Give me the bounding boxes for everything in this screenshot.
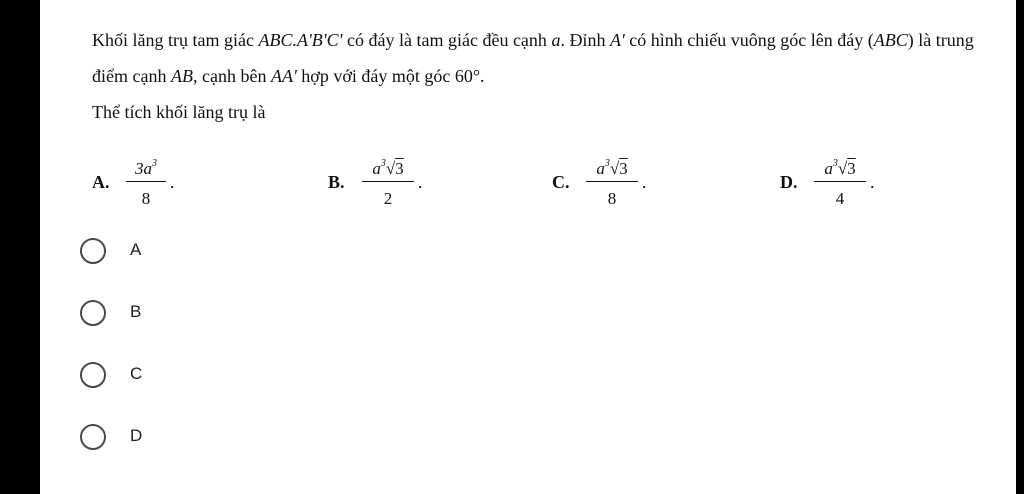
radio-button-d[interactable]	[80, 424, 106, 450]
question-part: ) là trung điểm cạnh	[92, 30, 974, 86]
num-exponent: 3	[380, 158, 386, 169]
sqrt-symbol: √3	[385, 159, 404, 178]
fraction-denominator: 2	[383, 189, 393, 208]
option-letter: C.	[552, 172, 570, 192]
sqrt-radicand: 3	[619, 159, 628, 178]
question-card	[40, 0, 1016, 494]
radio-button-a[interactable]	[80, 238, 106, 264]
option-period: .	[642, 172, 647, 192]
option-letter: A.	[92, 172, 110, 192]
left-black-border	[0, 0, 40, 494]
math-edge: AB	[170, 66, 193, 86]
option-fraction	[586, 150, 638, 213]
question-part: .	[480, 66, 485, 86]
math-lateral-edge: AA'	[270, 66, 297, 86]
num-exponent: 3	[832, 158, 838, 169]
question-part: có hình chiếu vuông góc lên đáy (	[624, 30, 874, 50]
option-period: .	[418, 172, 423, 192]
choice-label: D	[130, 426, 143, 445]
option-letter: D.	[780, 172, 798, 192]
radio-button-c[interactable]	[80, 362, 106, 388]
choice-b[interactable]	[80, 298, 280, 332]
fraction-numerator	[126, 150, 166, 178]
sqrt-radicand: 3	[847, 159, 856, 178]
question-text	[92, 22, 982, 130]
right-black-border	[1016, 0, 1024, 494]
question-part: Khối lăng trụ tam giác	[92, 30, 259, 50]
fraction-denominator: 8	[607, 189, 617, 208]
question-part: hợp với đáy một góc	[296, 66, 455, 86]
answer-options	[92, 150, 952, 220]
fraction-bar	[126, 181, 166, 182]
choice-d[interactable]	[80, 422, 280, 456]
fraction-denominator: 4	[835, 189, 845, 208]
num-base: 3a	[135, 159, 152, 178]
question-line2: Thể tích khối lăng trụ là	[92, 102, 266, 122]
fraction-numerator	[362, 150, 414, 178]
choice-label: C	[130, 364, 143, 383]
choice-a[interactable]	[80, 236, 280, 270]
num-base: a	[596, 159, 605, 178]
question-part: . Đỉnh	[560, 30, 610, 50]
option-letter: B.	[328, 172, 345, 192]
num-base: a	[824, 159, 833, 178]
fraction-denominator: 8	[141, 189, 151, 208]
fraction-numerator	[814, 150, 866, 178]
math-a: a	[551, 30, 561, 50]
choice-c[interactable]	[80, 360, 280, 394]
fraction-bar	[814, 181, 866, 182]
choice-label: A	[130, 240, 142, 259]
fraction-numerator	[586, 150, 638, 178]
choice-label: B	[130, 302, 142, 321]
math-angle: 60°	[454, 66, 481, 86]
option-fraction	[126, 150, 166, 213]
num-base: a	[372, 159, 381, 178]
question-part: có đáy là tam giác đều cạnh	[342, 30, 552, 50]
option-period: .	[870, 172, 875, 192]
radio-button-b[interactable]	[80, 300, 106, 326]
num-exponent: 3	[152, 158, 157, 169]
fraction-bar	[362, 181, 414, 182]
sqrt-symbol: √3	[837, 159, 856, 178]
sqrt-radicand: 3	[395, 159, 404, 178]
math-vertex: A'	[609, 30, 625, 50]
option-fraction	[814, 150, 866, 213]
option-period: .	[170, 172, 175, 192]
num-exponent: 3	[604, 158, 610, 169]
sqrt-symbol: √3	[609, 159, 628, 178]
math-base: ABC	[873, 30, 908, 50]
fraction-bar	[586, 181, 638, 182]
question-part: , cạnh bên	[192, 66, 271, 86]
math-prism: ABC.A'B'C'	[258, 30, 343, 50]
option-fraction	[362, 150, 414, 213]
